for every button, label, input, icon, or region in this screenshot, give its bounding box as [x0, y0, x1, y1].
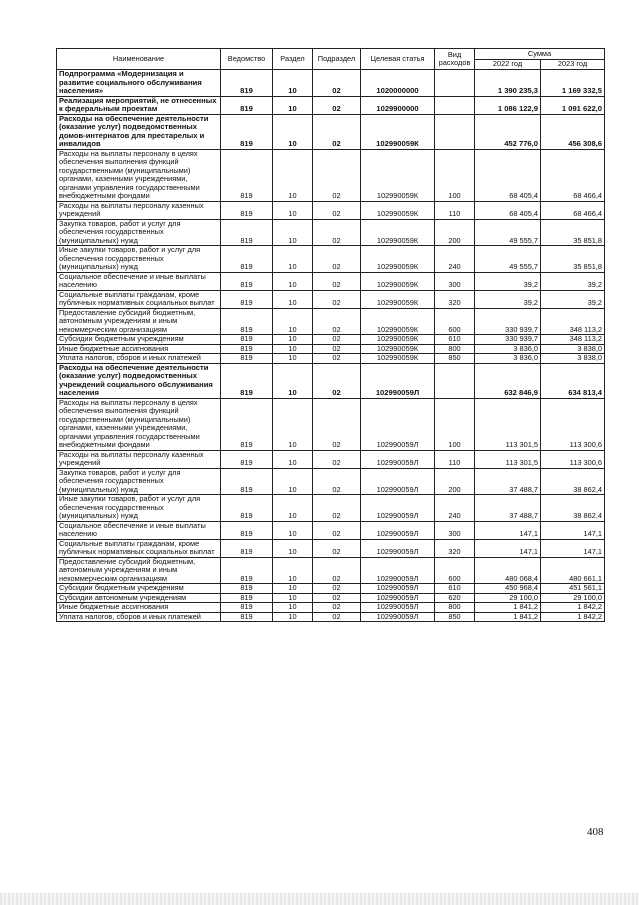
row-subsection-cell: 02 [313, 70, 361, 97]
row-2023-amount-cell: 348 113,2 [541, 308, 605, 335]
row-subsection-cell: 02 [313, 354, 361, 364]
row-department-cell: 819 [221, 584, 273, 594]
row-section-cell: 10 [273, 354, 313, 364]
row-2022-amount-cell: 113 301,5 [475, 398, 541, 450]
row-name-cell: Социальные выплаты гражданам, кроме публичных нормативных социальных выплат [57, 539, 221, 557]
row-subsection-cell: 02 [313, 308, 361, 335]
row-section-cell: 10 [273, 603, 313, 613]
row-2023-amount-cell: 1 169 332,5 [541, 70, 605, 97]
row-name-cell: Иные закупки товаров, работ и услуг для обеспечения государственных (муниципальных) нужд [57, 246, 221, 273]
row-name-cell: Закупка товаров, работ и услуг для обеспечения государственных (муниципальных) нужд [57, 219, 221, 246]
row-expense-type-cell: 320 [435, 539, 475, 557]
table-row [57, 308, 605, 335]
row-expense-type-cell: 200 [435, 219, 475, 246]
row-target-item-cell: 102990059К [361, 344, 435, 354]
header-expense-type: Вид расходов [435, 49, 475, 70]
row-name-cell: Закупка товаров, работ и услуг для обеспечения государственных (муниципальных) нужд [57, 468, 221, 495]
row-subsection-cell: 02 [313, 114, 361, 149]
row-expense-type-cell: 610 [435, 335, 475, 345]
row-name-cell: Субсидии бюджетным учреждениям [57, 584, 221, 594]
row-2023-amount-cell: 35 851,8 [541, 219, 605, 246]
header-name: Наименование [57, 49, 221, 70]
row-department-cell: 819 [221, 354, 273, 364]
row-2022-amount-cell: 450 968,4 [475, 584, 541, 594]
row-department-cell: 819 [221, 344, 273, 354]
row-subsection-cell: 02 [313, 593, 361, 603]
row-section-cell: 10 [273, 344, 313, 354]
table-row [57, 344, 605, 354]
row-expense-type-cell: 100 [435, 149, 475, 201]
row-section-cell: 10 [273, 584, 313, 594]
row-section-cell: 10 [273, 201, 313, 219]
row-2023-amount-cell: 38 862,4 [541, 468, 605, 495]
row-section-cell: 10 [273, 246, 313, 273]
row-section-cell: 10 [273, 612, 313, 622]
row-2023-amount-cell: 113 300,6 [541, 450, 605, 468]
row-expense-type-cell: 800 [435, 344, 475, 354]
table-header [57, 49, 605, 70]
row-section-cell: 10 [273, 308, 313, 335]
header-year-2023: 2023 год [541, 60, 605, 70]
row-department-cell: 819 [221, 450, 273, 468]
row-2022-amount-cell: 49 555,7 [475, 246, 541, 273]
row-expense-type-cell [435, 96, 475, 114]
row-2023-amount-cell: 113 300,6 [541, 398, 605, 450]
row-department-cell: 819 [221, 272, 273, 290]
row-subsection-cell: 02 [313, 96, 361, 114]
row-target-item-cell: 102990059Л [361, 603, 435, 613]
row-expense-type-cell [435, 114, 475, 149]
row-name-cell: Субсидии бюджетным учреждениям [57, 335, 221, 345]
row-name-cell: Социальные выплаты гражданам, кроме публичных нормативных социальных выплат [57, 290, 221, 308]
row-expense-type-cell: 300 [435, 521, 475, 539]
row-section-cell: 10 [273, 96, 313, 114]
row-2023-amount-cell: 3 838,0 [541, 344, 605, 354]
row-subsection-cell: 02 [313, 495, 361, 522]
table-row [57, 539, 605, 557]
row-subsection-cell: 02 [313, 344, 361, 354]
row-expense-type-cell: 200 [435, 468, 475, 495]
row-target-item-cell: 102990059Л [361, 521, 435, 539]
row-target-item-cell: 102990059К [361, 272, 435, 290]
row-section-cell: 10 [273, 521, 313, 539]
row-target-item-cell: 102990059К [361, 201, 435, 219]
row-name-cell: Уплата налогов, сборов и иных платежей [57, 612, 221, 622]
row-2023-amount-cell: 39,2 [541, 272, 605, 290]
row-department-cell: 819 [221, 70, 273, 97]
row-name-cell: Социальное обеспечение и иные выплаты населению [57, 521, 221, 539]
row-2023-amount-cell: 634 813,4 [541, 363, 605, 398]
row-section-cell: 10 [273, 219, 313, 246]
table-row [57, 584, 605, 594]
row-2022-amount-cell: 49 555,7 [475, 219, 541, 246]
row-expense-type-cell: 600 [435, 308, 475, 335]
table-row [57, 468, 605, 495]
row-target-item-cell: 102990059К [361, 149, 435, 201]
table-row [57, 603, 605, 613]
table-row [57, 149, 605, 201]
row-target-item-cell: 1020000000 [361, 70, 435, 97]
row-name-cell: Расходы на обеспечение деятельности (оказание услуг) подведомственных домов-интернатов для престарелых и инвалидов [57, 114, 221, 149]
row-section-cell: 10 [273, 335, 313, 345]
row-section-cell: 10 [273, 557, 313, 584]
row-2023-amount-cell: 147,1 [541, 539, 605, 557]
row-section-cell: 10 [273, 450, 313, 468]
row-2022-amount-cell: 37 488,7 [475, 468, 541, 495]
row-department-cell: 819 [221, 612, 273, 622]
row-department-cell: 819 [221, 335, 273, 345]
row-department-cell: 819 [221, 593, 273, 603]
row-name-cell: Субсидии автономным учреждениям [57, 593, 221, 603]
header-target-item: Целевая статья [361, 49, 435, 70]
row-subsection-cell: 02 [313, 290, 361, 308]
row-section-cell: 10 [273, 398, 313, 450]
table-row [57, 354, 605, 364]
row-name-cell: Расходы на выплаты персоналу в целях обеспечения выполнения функций государственными (муниципальными) органами, казенными учреждениями, органами управления государственными внебюджетными фондами [57, 149, 221, 201]
table-row [57, 495, 605, 522]
row-subsection-cell: 02 [313, 272, 361, 290]
row-department-cell: 819 [221, 246, 273, 273]
row-2023-amount-cell: 38 862,4 [541, 495, 605, 522]
row-section-cell: 10 [273, 114, 313, 149]
scan-edge-strip [0, 893, 639, 905]
row-department-cell: 819 [221, 468, 273, 495]
row-department-cell: 819 [221, 219, 273, 246]
row-name-cell: Иные бюджетные ассигнования [57, 603, 221, 613]
row-name-cell: Предоставление субсидий бюджетным, автономным учреждениям и иным некоммерческим организациям [57, 308, 221, 335]
row-subsection-cell: 02 [313, 246, 361, 273]
row-2022-amount-cell: 480 068,4 [475, 557, 541, 584]
table-row [57, 363, 605, 398]
row-target-item-cell: 102990059К [361, 114, 435, 149]
row-2022-amount-cell: 3 836,0 [475, 354, 541, 364]
row-target-item-cell: 102990059К [361, 246, 435, 273]
table-body [57, 70, 605, 622]
row-2022-amount-cell: 330 939,7 [475, 308, 541, 335]
row-subsection-cell: 02 [313, 603, 361, 613]
row-expense-type-cell: 610 [435, 584, 475, 594]
row-target-item-cell: 102990059К [361, 335, 435, 345]
row-subsection-cell: 02 [313, 612, 361, 622]
row-department-cell: 819 [221, 114, 273, 149]
row-2023-amount-cell: 147,1 [541, 521, 605, 539]
row-target-item-cell: 102990059Л [361, 557, 435, 584]
row-expense-type-cell: 320 [435, 290, 475, 308]
row-2022-amount-cell: 452 776,0 [475, 114, 541, 149]
row-2023-amount-cell: 3 838,0 [541, 354, 605, 364]
row-expense-type-cell: 800 [435, 603, 475, 613]
table-row [57, 219, 605, 246]
row-target-item-cell: 102990059Л [361, 612, 435, 622]
row-2022-amount-cell: 632 846,9 [475, 363, 541, 398]
row-2022-amount-cell: 113 301,5 [475, 450, 541, 468]
row-2022-amount-cell: 1 841,2 [475, 612, 541, 622]
table-row [57, 201, 605, 219]
table-row [57, 335, 605, 345]
row-subsection-cell: 02 [313, 398, 361, 450]
row-expense-type-cell: 110 [435, 201, 475, 219]
row-section-cell: 10 [273, 272, 313, 290]
row-2023-amount-cell: 35 851,8 [541, 246, 605, 273]
row-expense-type-cell: 850 [435, 354, 475, 364]
row-2023-amount-cell: 348 113,2 [541, 335, 605, 345]
row-2022-amount-cell: 147,1 [475, 539, 541, 557]
row-expense-type-cell: 620 [435, 593, 475, 603]
row-department-cell: 819 [221, 149, 273, 201]
row-department-cell: 819 [221, 603, 273, 613]
row-subsection-cell: 02 [313, 539, 361, 557]
row-target-item-cell: 102990059Л [361, 593, 435, 603]
row-expense-type-cell: 600 [435, 557, 475, 584]
row-subsection-cell: 02 [313, 584, 361, 594]
row-section-cell: 10 [273, 468, 313, 495]
row-2022-amount-cell: 29 100,0 [475, 593, 541, 603]
header-department: Ведомство [221, 49, 273, 70]
row-department-cell: 819 [221, 521, 273, 539]
row-target-item-cell: 1029900000 [361, 96, 435, 114]
table-row [57, 70, 605, 97]
row-name-cell: Реализация мероприятий, не отнесенных к федеральным проектам [57, 96, 221, 114]
row-expense-type-cell: 110 [435, 450, 475, 468]
row-2023-amount-cell: 456 308,6 [541, 114, 605, 149]
row-subsection-cell: 02 [313, 468, 361, 495]
header-sum: Сумма [475, 49, 605, 60]
row-name-cell: Расходы на выплаты персоналу в целях обеспечения выполнения функций государственными (муниципальными) органами, казенными учреждениями, органами управления государственными внебюджетными фондами [57, 398, 221, 450]
table-row [57, 557, 605, 584]
row-section-cell: 10 [273, 290, 313, 308]
header-subsection: Подраздел [313, 49, 361, 70]
row-2022-amount-cell: 3 836,0 [475, 344, 541, 354]
row-expense-type-cell [435, 363, 475, 398]
row-2023-amount-cell: 480 661,1 [541, 557, 605, 584]
row-name-cell: Подпрограмма «Модернизация и развитие социального обслуживания населения» [57, 70, 221, 97]
row-section-cell: 10 [273, 539, 313, 557]
table-row [57, 290, 605, 308]
table-row [57, 450, 605, 468]
row-name-cell: Иные бюджетные ассигнования [57, 344, 221, 354]
row-2023-amount-cell: 39,2 [541, 290, 605, 308]
row-name-cell: Расходы на обеспечение деятельности (оказание услуг) подведомственных учреждений социального обслуживания населения [57, 363, 221, 398]
row-section-cell: 10 [273, 363, 313, 398]
row-expense-type-cell: 240 [435, 246, 475, 273]
row-department-cell: 819 [221, 308, 273, 335]
row-target-item-cell: 102990059Л [361, 450, 435, 468]
row-target-item-cell: 102990059Л [361, 539, 435, 557]
row-2022-amount-cell: 147,1 [475, 521, 541, 539]
row-2022-amount-cell: 1 086 122,9 [475, 96, 541, 114]
page-number: 408 [587, 826, 604, 838]
row-target-item-cell: 102990059К [361, 290, 435, 308]
row-subsection-cell: 02 [313, 149, 361, 201]
row-2023-amount-cell: 1 091 622,0 [541, 96, 605, 114]
row-2023-amount-cell: 29 100,0 [541, 593, 605, 603]
row-2022-amount-cell: 330 939,7 [475, 335, 541, 345]
row-section-cell: 10 [273, 495, 313, 522]
row-2023-amount-cell: 1 842,2 [541, 603, 605, 613]
row-name-cell: Предоставление субсидий бюджетным, автономным учреждениям и иным некоммерческим организациям [57, 557, 221, 584]
row-department-cell: 819 [221, 290, 273, 308]
row-name-cell: Расходы на выплаты персоналу казенных учреждений [57, 201, 221, 219]
row-department-cell: 819 [221, 96, 273, 114]
table-row [57, 246, 605, 273]
row-2022-amount-cell: 1 390 235,3 [475, 70, 541, 97]
row-name-cell: Расходы на выплаты персоналу казенных учреждений [57, 450, 221, 468]
row-2022-amount-cell: 68 405,4 [475, 201, 541, 219]
row-name-cell: Уплата налогов, сборов и иных платежей [57, 354, 221, 364]
table-row [57, 593, 605, 603]
row-subsection-cell: 02 [313, 521, 361, 539]
row-target-item-cell: 102990059Л [361, 495, 435, 522]
row-department-cell: 819 [221, 398, 273, 450]
row-department-cell: 819 [221, 539, 273, 557]
row-target-item-cell: 102990059Л [361, 468, 435, 495]
row-target-item-cell: 102990059Л [361, 398, 435, 450]
row-target-item-cell: 102990059К [361, 219, 435, 246]
row-2023-amount-cell: 68 466,4 [541, 149, 605, 201]
row-section-cell: 10 [273, 70, 313, 97]
row-subsection-cell: 02 [313, 219, 361, 246]
row-expense-type-cell: 300 [435, 272, 475, 290]
row-subsection-cell: 02 [313, 335, 361, 345]
row-expense-type-cell: 240 [435, 495, 475, 522]
row-department-cell: 819 [221, 363, 273, 398]
header-year-2022: 2022 год [475, 60, 541, 70]
row-2023-amount-cell: 68 466,4 [541, 201, 605, 219]
row-expense-type-cell [435, 70, 475, 97]
row-subsection-cell: 02 [313, 363, 361, 398]
row-2023-amount-cell: 1 842,2 [541, 612, 605, 622]
row-2022-amount-cell: 1 841,2 [475, 603, 541, 613]
row-2022-amount-cell: 37 488,7 [475, 495, 541, 522]
row-subsection-cell: 02 [313, 450, 361, 468]
table-row [57, 612, 605, 622]
row-department-cell: 819 [221, 201, 273, 219]
row-2023-amount-cell: 451 561,1 [541, 584, 605, 594]
row-department-cell: 819 [221, 495, 273, 522]
header-section: Раздел [273, 49, 313, 70]
row-target-item-cell: 102990059Л [361, 584, 435, 594]
row-subsection-cell: 02 [313, 557, 361, 584]
budget-table [56, 48, 605, 622]
row-target-item-cell: 102990059К [361, 354, 435, 364]
table-row [57, 272, 605, 290]
row-name-cell: Иные закупки товаров, работ и услуг для обеспечения государственных (муниципальных) нужд [57, 495, 221, 522]
table-row [57, 96, 605, 114]
row-2022-amount-cell: 39,2 [475, 290, 541, 308]
row-department-cell: 819 [221, 557, 273, 584]
row-section-cell: 10 [273, 593, 313, 603]
row-2022-amount-cell: 39,2 [475, 272, 541, 290]
table-row [57, 114, 605, 149]
row-expense-type-cell: 850 [435, 612, 475, 622]
row-expense-type-cell: 100 [435, 398, 475, 450]
row-target-item-cell: 102990059К [361, 308, 435, 335]
row-2022-amount-cell: 68 405,4 [475, 149, 541, 201]
table-row [57, 521, 605, 539]
row-subsection-cell: 02 [313, 201, 361, 219]
row-name-cell: Социальное обеспечение и иные выплаты населению [57, 272, 221, 290]
table-row [57, 398, 605, 450]
row-section-cell: 10 [273, 149, 313, 201]
row-target-item-cell: 102990059Л [361, 363, 435, 398]
